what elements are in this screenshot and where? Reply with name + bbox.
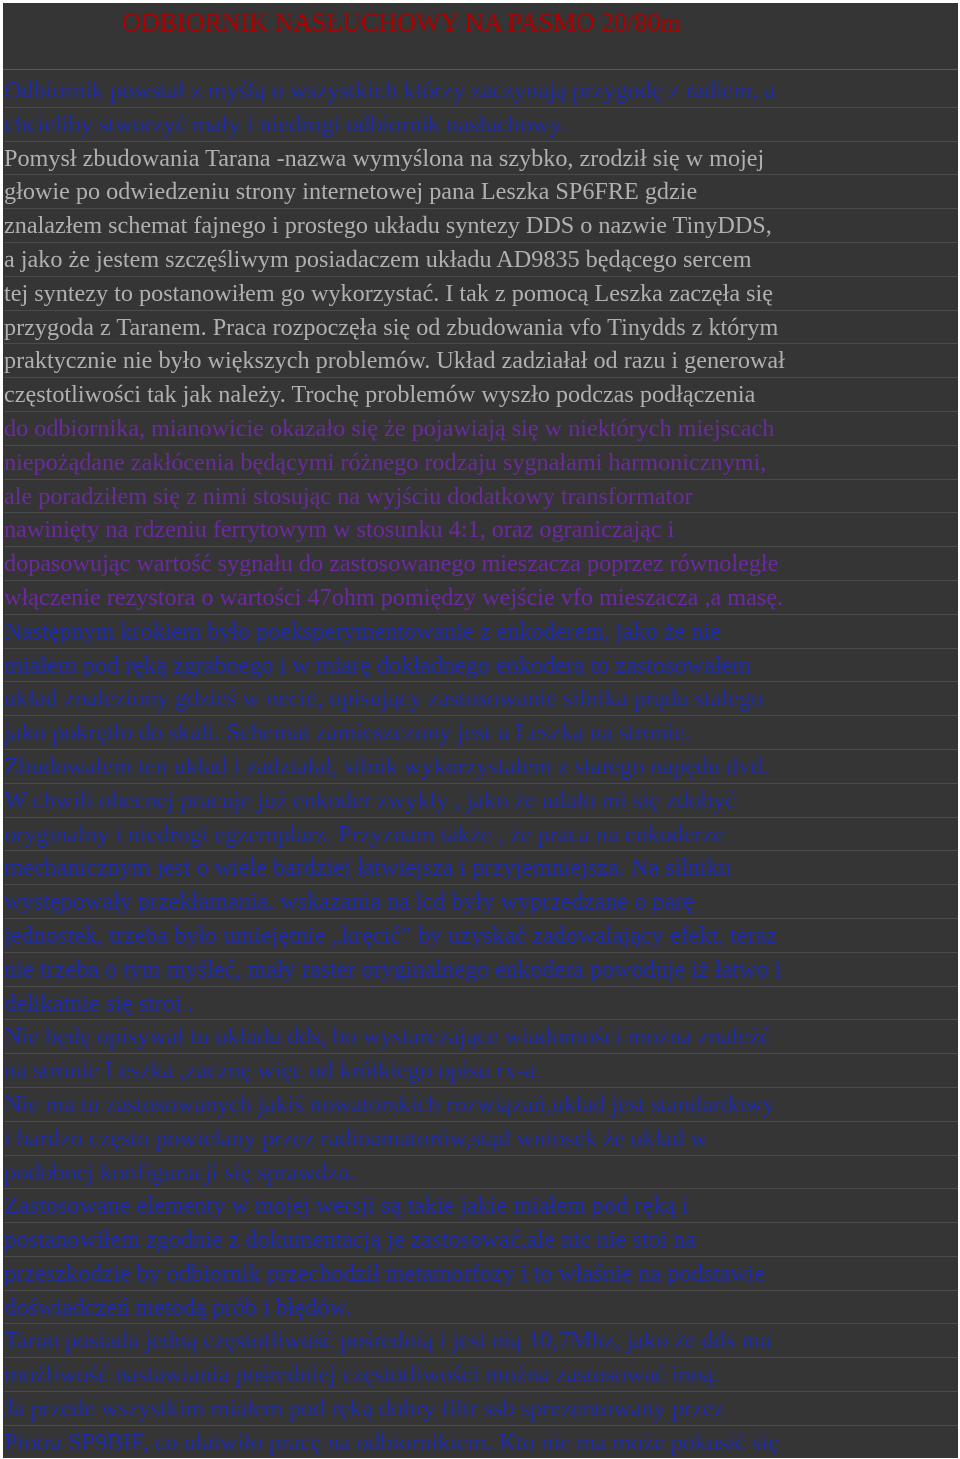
text-line: a jako że jestem szczęśliwym posiadaczem układu AD9835 będącego sercem <box>4 243 958 277</box>
text-line: Następnym krokiem było poeksperymentowanie z enkoderem, jako że nie <box>4 615 958 649</box>
text-line: nawinięty na rdzeniu ferrytowym w stosunku 4:1, oraz ograniczając i <box>4 513 958 547</box>
text-line: przygoda z Taranem. Praca rozpoczęła się od zbudowania vfo Tinydds z którym <box>4 311 958 345</box>
text-line: Zastosowane elementy w mojej wersji są takie jakie miałem pod ręką i <box>4 1189 958 1223</box>
text-line: Odbiornik powstał z myślą o wszystkich którzy zaczynają przygodę z radiem, a <box>4 74 958 108</box>
text-line: występowały przekłamania, wskazania na lcd były wyprzedzane o parę <box>4 885 958 919</box>
text-line: praktycznie nie było większych problemów. Układ zadziałał od razu i generował <box>4 344 958 378</box>
text-line: głowie po odwiedzeniu strony internetowej pana Leszka SP6FRE gdzie <box>4 175 958 209</box>
text-line: doświadczeń metodą prób i błędów. <box>4 1291 958 1325</box>
text-line: włączenie rezystora o wartości 47ohm pomiędzy wejście vfo mieszacza ,a masę. <box>4 581 958 615</box>
text-line: Taran posiada jedną częstotliwość pośrednią i jest nią 10,7Mhz, jako że dds ma <box>4 1324 958 1358</box>
text-line: możliwość nastawiania pośredniej częstotliwości można zastosować inną. <box>4 1358 958 1392</box>
text-line: Piotra SP9BIF, co ułatwiło pracę na odbiornikiem. Kto nie ma może pokusić się <box>4 1426 958 1458</box>
text-line: na stronie Leszka ,zacznę więc od krótkiego opisu rx-a. <box>4 1054 958 1088</box>
text-line: układ znaleziony gdzieś w necie, opisujący zastosowanie silnika prądu stałego <box>4 682 958 716</box>
text-line: jako pokrętło do skali. Schemat zamieszczony jest u Leszka na stronie. <box>4 716 958 750</box>
text-line: nie trzeba o tym myśleć, mały raster oryginalnego enkodera powoduje iż łatwo i <box>4 953 958 987</box>
text-line: podobnej konfiguracji się sprawdza. <box>4 1156 958 1190</box>
text-line: chcieliby stworzyć mały i niedrogi odbiornik nasłuchowy. <box>4 108 958 142</box>
text-line: Pomysł zbudowania Tarana -nazwa wymyślona na szybko, zrodził się w mojej <box>4 142 958 176</box>
text-line: niepożądane zakłócenia będącymi różnego rodzaju sygnałami harmonicznymi, <box>4 446 958 480</box>
text-line: jednostek, trzeba było umiejętnie „kręcić” by uzyskać zadowalający efekt, teraz <box>4 919 958 953</box>
text-line: miałem pod ręką zgrabnego i w miarę dokładnego enkodera to zastosowałem <box>4 649 958 683</box>
text-line: przeszkodzie by odbiornik przechodził metamorfozy i to właśnie na podstawie <box>4 1257 958 1291</box>
text-line: tej syntezy to postanowiłem go wykorzystać. I tak z pomocą Leszka zaczęła się <box>4 277 958 311</box>
text-line: i bardzo często powielany przez radioamatorów,stąd wniosek że układ w <box>4 1122 958 1156</box>
text-line: Ja przede wszystkim miałem pod ręką dobry filtr ssb sprezentowany przez <box>4 1392 958 1426</box>
document-title: ODBIORNIK NASŁUCHOWY NA PASMO 20/80m <box>122 8 681 37</box>
text-line: do odbiornika, mianowicie okazało się że pojawiają się w niektórych miejscach <box>4 412 958 446</box>
text-line: mechanicznym jest o wiele bardziej łatwiejsza i przyjemniejsza. Na silniku <box>4 851 958 885</box>
text-line: Zbudowałem ten układ i zadziałał, silnik wykorzystałem z starego napędu dvd. <box>4 750 958 784</box>
document-page <box>3 3 958 1458</box>
text-line: oryginalny i niedrogi egzemplarz. Przyznam także , że praca na enkoderze <box>4 818 958 852</box>
text-line: postanowiłem zgodnie z dokumentacją je zastosować,ale nic nie stoi na <box>4 1223 958 1257</box>
text-line: Nie ma tu zastosowanych jakiś nowatorskich rozwiązań,układ jest standardowy <box>4 1088 958 1122</box>
text-line: znalazłem schemat fajnego i prostego układu syntezy DDS o nazwie TinyDDS, <box>4 209 958 243</box>
text-line: W chwili obecnej pracuje już enkoder zwykły , jako że udało mi się zdobyć <box>4 784 958 818</box>
text-line: dopasowując wartość sygnału do zastosowanego mieszacza poprzez równoległe <box>4 547 958 581</box>
text-line: ale poradziłem się z nimi stosując na wyjściu dodatkowy transformator <box>4 480 958 514</box>
document-body <box>3 70 958 1458</box>
text-line: częstotliwości tak jak należy. Trochę problemów wyszło podczas podłączenia <box>4 378 958 412</box>
document-header <box>3 3 958 70</box>
text-line: delikatnie się stroi . <box>4 987 958 1021</box>
text-line: Nie będę opisywał tu układu dds, bo wystarczające wiadomości można znaleźć <box>4 1020 958 1054</box>
